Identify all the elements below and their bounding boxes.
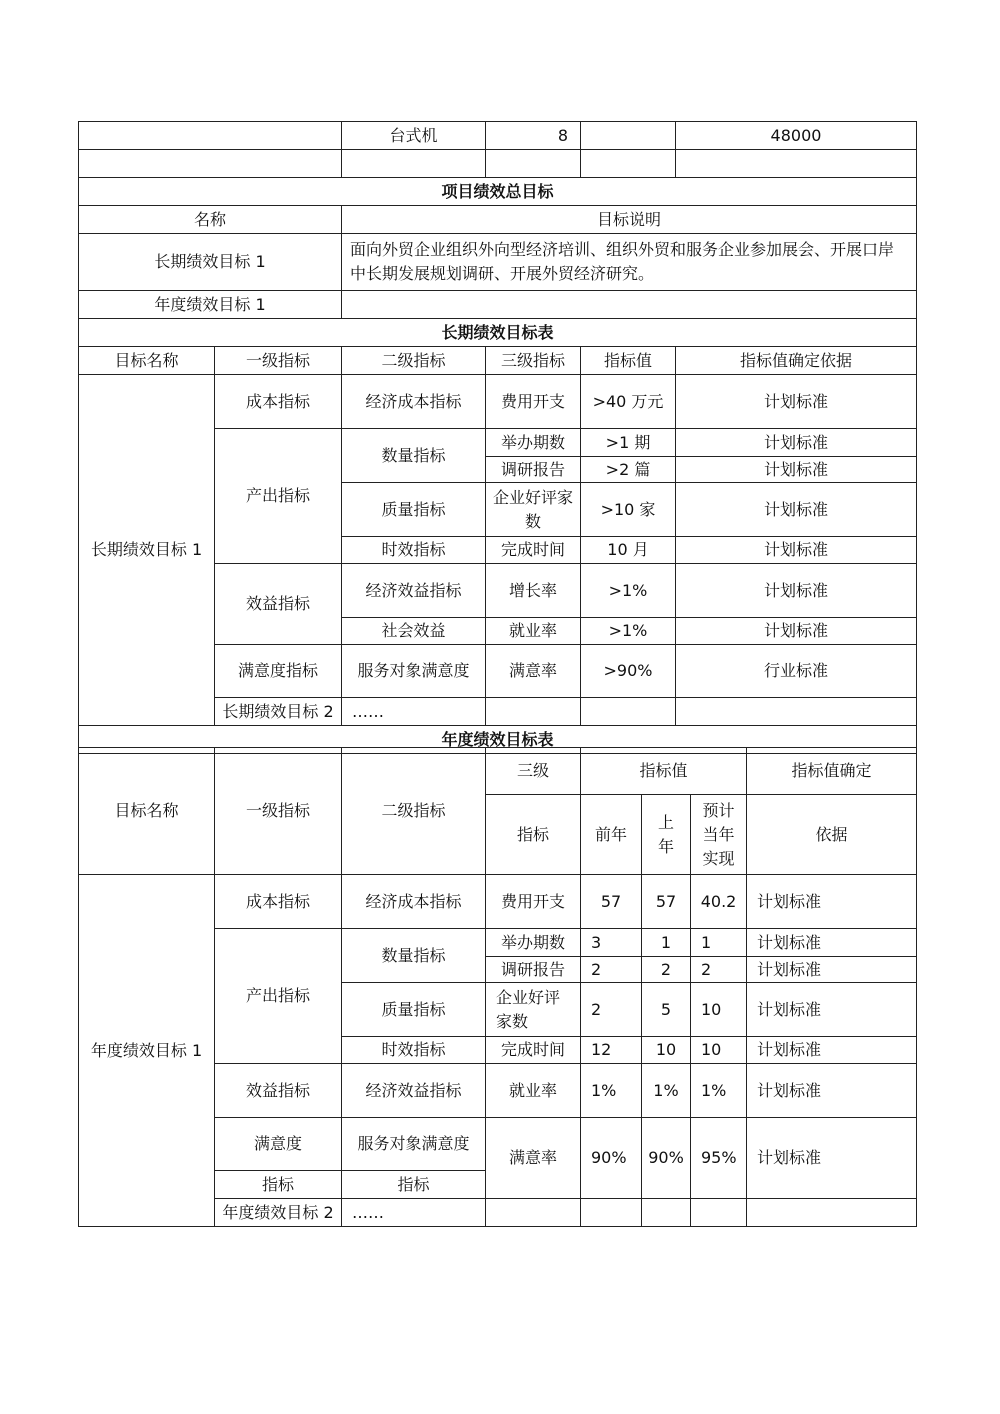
annual-table-heading: 年度绩效目标表 [79, 726, 917, 754]
annual-expected: 1 [691, 929, 747, 957]
annual-header-expected-text: 预计当年实现 [702, 800, 735, 868]
annual-l3: 就业率 [486, 1064, 581, 1118]
long-value: >1% [581, 564, 676, 618]
long-header-l1: 一级指标 [215, 347, 342, 375]
annual-l1-cost: 成本指标 [215, 875, 342, 929]
empty-cell [676, 698, 917, 726]
empty-cell [79, 150, 342, 178]
annual-header-l3-bottom: 指标 [486, 795, 581, 875]
annual-expected: 95% [691, 1118, 747, 1199]
annual-goal-1: 年度绩效目标 1 [79, 875, 215, 1227]
empty-cell [486, 150, 581, 178]
annual-basis: 计划标准 [747, 957, 917, 983]
long-l2: 社会效益 [342, 618, 486, 645]
annual-header-l2: 二级指标 [342, 748, 486, 875]
annual-expected: 1% [691, 1064, 747, 1118]
annual-basis: 计划标准 [747, 1037, 917, 1064]
long-term-goal-label: 长期绩效目标 1 [79, 234, 342, 291]
annual-prev: 2 [581, 957, 642, 983]
long-value: >2 篇 [581, 457, 676, 483]
long-header-value: 指标值 [581, 347, 676, 375]
annual-basis: 计划标准 [747, 1118, 917, 1199]
long-value: >10 家 [581, 483, 676, 537]
annual-l3: 调研报告 [486, 957, 581, 983]
long-header-goal: 目标名称 [79, 347, 215, 375]
annual-expected: 2 [691, 957, 747, 983]
long-l2: 数量指标 [342, 429, 486, 483]
annual-prev: 2 [581, 983, 642, 1037]
empty-cell [581, 1199, 642, 1227]
annual-header-last-year-text: 上年 [657, 812, 674, 856]
annual-prev: 57 [581, 875, 642, 929]
annual-basis: 计划标准 [747, 1064, 917, 1118]
annual-goal-2-dots: …… [342, 1199, 486, 1227]
annual-l3: 企业好评家数 [486, 983, 581, 1037]
annual-header-basis-top: 指标值确定 [747, 748, 917, 795]
empty-cell [642, 1199, 691, 1227]
annual-basis: 计划标准 [747, 929, 917, 957]
empty-cell [676, 150, 917, 178]
annual-l2: 服务对象满意度 [342, 1118, 486, 1171]
equipment-qty: 8 [486, 122, 581, 150]
annual-header-prev-year: 前年 [581, 795, 642, 875]
annual-last: 5 [642, 983, 691, 1037]
long-value: >1 期 [581, 429, 676, 457]
annual-prev: 1% [581, 1064, 642, 1118]
annual-l2-bottom: 指标 [342, 1171, 486, 1199]
annual-last: 1 [642, 929, 691, 957]
long-l2: 服务对象满意度 [342, 645, 486, 698]
long-basis: 计划标准 [676, 537, 917, 564]
long-l3: 举办期数 [486, 429, 581, 457]
long-l2: 经济效益指标 [342, 564, 486, 618]
long-basis: 计划标准 [676, 564, 917, 618]
annual-expected: 10 [691, 983, 747, 1037]
annual-header-last-year [642, 795, 691, 875]
long-basis: 计划标准 [676, 457, 917, 483]
long-header-l3: 三级指标 [486, 347, 581, 375]
annual-last: 57 [642, 875, 691, 929]
annual-header-goal: 目标名称 [79, 748, 215, 875]
long-goal-1: 长期绩效目标 1 [79, 375, 215, 726]
annual-l2: 时效指标 [342, 1037, 486, 1064]
annual-expected: 10 [691, 1037, 747, 1064]
long-l1-output: 产出指标 [215, 429, 342, 564]
annual-goal-desc [342, 291, 917, 319]
annual-l1-output: 产出指标 [215, 929, 342, 1064]
annual-l2: 经济成本指标 [342, 875, 486, 929]
long-l3: 就业率 [486, 618, 581, 645]
long-value: >90% [581, 645, 676, 698]
long-l3: 增长率 [486, 564, 581, 618]
annual-l1-benefit: 效益指标 [215, 1064, 342, 1118]
annual-header-value: 指标值 [581, 748, 747, 795]
long-term-table [78, 121, 917, 754]
long-goal-2: 长期绩效目标 2 [215, 698, 342, 726]
long-table-heading: 长期绩效目标表 [79, 319, 917, 347]
annual-l3: 完成时间 [486, 1037, 581, 1064]
annual-expected: 40.2 [691, 875, 747, 929]
annual-goal-2: 年度绩效目标 2 [215, 1199, 342, 1227]
long-term-goal-desc: 面向外贸企业组织外向型经济培训、组织外贸和服务企业参加展会、开展口岸中长期发展规划调研、开展外贸经济研究。 [342, 234, 917, 291]
long-value: >40 万元 [581, 375, 676, 429]
annual-header-basis-bottom: 依据 [747, 795, 917, 875]
annual-last: 10 [642, 1037, 691, 1064]
long-value: >1% [581, 618, 676, 645]
annual-prev: 3 [581, 929, 642, 957]
annual-goal-label: 年度绩效目标 1 [79, 291, 342, 319]
long-l2: 经济成本指标 [342, 375, 486, 429]
annual-l3: 费用开支 [486, 875, 581, 929]
long-basis: 计划标准 [676, 618, 917, 645]
long-l1-cost: 成本指标 [215, 375, 342, 429]
annual-basis: 计划标准 [747, 875, 917, 929]
long-l3: 费用开支 [486, 375, 581, 429]
annual-table [78, 747, 917, 1227]
annual-prev: 90% [581, 1118, 642, 1199]
annual-l1-satisfaction-bottom: 指标 [215, 1171, 342, 1199]
empty-cell [747, 1199, 917, 1227]
annual-l3: 举办期数 [486, 929, 581, 957]
annual-header-l1: 一级指标 [215, 748, 342, 875]
empty-cell [581, 698, 676, 726]
long-header-l2: 二级指标 [342, 347, 486, 375]
empty-cell [486, 1199, 581, 1227]
empty-cell [486, 698, 581, 726]
long-basis: 计划标准 [676, 375, 917, 429]
long-l3: 企业好评家数 [486, 483, 581, 537]
annual-basis: 计划标准 [747, 983, 917, 1037]
annual-l2: 数量指标 [342, 929, 486, 983]
long-l2: 时效指标 [342, 537, 486, 564]
long-l2: 质量指标 [342, 483, 486, 537]
goals-heading: 项目绩效总目标 [79, 178, 917, 206]
equipment-amount: 48000 [676, 122, 917, 150]
long-l3: 调研报告 [486, 457, 581, 483]
empty-cell [342, 150, 486, 178]
long-l3: 满意率 [486, 645, 581, 698]
long-l1-benefit: 效益指标 [215, 564, 342, 645]
long-header-basis: 指标值确定依据 [676, 347, 917, 375]
long-l3: 完成时间 [486, 537, 581, 564]
equipment-price [581, 122, 676, 150]
annual-l2: 质量指标 [342, 983, 486, 1037]
annual-prev: 12 [581, 1037, 642, 1064]
empty-cell [581, 150, 676, 178]
annual-last: 1% [642, 1064, 691, 1118]
long-basis: 计划标准 [676, 483, 917, 537]
long-basis: 计划标准 [676, 429, 917, 457]
annual-last: 90% [642, 1118, 691, 1199]
long-goal-2-dots: …… [342, 698, 486, 726]
annual-l3: 满意率 [486, 1118, 581, 1199]
goals-col-desc: 目标说明 [342, 206, 917, 234]
equipment-item: 台式机 [342, 122, 486, 150]
long-value: 10 月 [581, 537, 676, 564]
empty-cell [691, 1199, 747, 1227]
annual-header-l3-top: 三级 [486, 748, 581, 795]
annual-l2: 经济效益指标 [342, 1064, 486, 1118]
annual-last: 2 [642, 957, 691, 983]
long-basis: 行业标准 [676, 645, 917, 698]
long-l1-satisfaction: 满意度指标 [215, 645, 342, 698]
goals-col-name: 名称 [79, 206, 342, 234]
annual-l1-satisfaction: 满意度 [215, 1118, 342, 1171]
annual-header-expected [691, 795, 747, 875]
equipment-blank-cell [79, 122, 342, 150]
